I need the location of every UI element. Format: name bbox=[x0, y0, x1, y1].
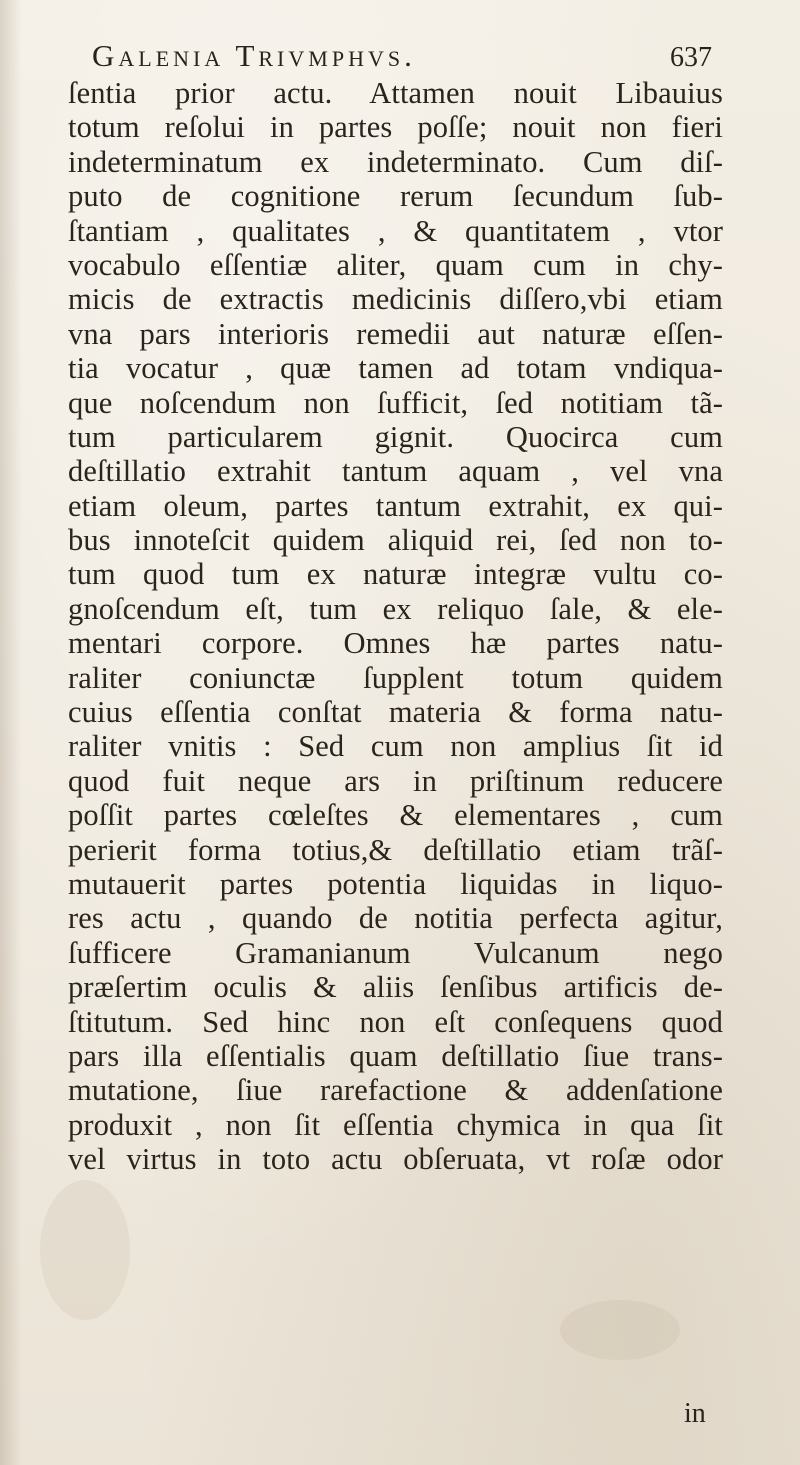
paper-stain bbox=[40, 1180, 130, 1320]
text-line: gnoſcendum eſt, tum ex reliquo ſale, & ele- bbox=[68, 591, 723, 626]
text-line: quod fuit neque ars in priſtinum reducere bbox=[68, 763, 723, 798]
text-line: deſtillatio extrahit tantum aquam , vel vna bbox=[68, 454, 723, 489]
text-line: poſſit partes cœleſtes & elementares , cum bbox=[68, 798, 723, 833]
text-line: cuius eſſentia conſtat materia & forma natu- bbox=[68, 695, 723, 730]
paper-stain bbox=[560, 1300, 680, 1360]
text-line: produxit , non ſit eſſentia chymica in qua ſit bbox=[68, 1107, 723, 1142]
catchword: in bbox=[684, 1398, 706, 1429]
text-line: ſentia prior actu. Attamen nouit Libauius bbox=[68, 76, 723, 110]
text-line: que noſcendum non ſufficit, ſed notitiam tã- bbox=[68, 385, 723, 420]
text-line: raliter coniunctæ ſupplent totum quidem bbox=[68, 660, 723, 695]
page-number: 637 bbox=[670, 42, 712, 73]
text-line: tia vocatur , quæ tamen ad totam vndiqua- bbox=[68, 351, 723, 386]
text-line: vocabulo eſſentiæ aliter, quam cum in chy- bbox=[68, 247, 723, 282]
text-line: indeterminatum ex indeterminato. Cum diſ- bbox=[68, 144, 723, 179]
body-text bbox=[68, 76, 723, 1177]
text-line: etiam oleum, partes tantum extrahit, ex qui- bbox=[68, 488, 723, 523]
text-line: vna pars interioris remedii aut naturæ eſſen- bbox=[68, 316, 723, 351]
text-line: tum particularem gignit. Quocirca cum bbox=[68, 419, 723, 454]
text-line: raliter vnitis : Sed cum non amplius ſit id bbox=[68, 729, 723, 764]
text-line: bus innoteſcit quidem aliquid rei, ſed non to- bbox=[68, 523, 723, 558]
gutter-shadow bbox=[0, 0, 22, 1465]
text-line: pars illa eſſentialis quam deſtillatio ſiue trans- bbox=[68, 1038, 723, 1073]
text-line: puto de cognitione rerum ſecundum ſub- bbox=[68, 179, 723, 214]
running-title: Galenia Trivmphvs. bbox=[92, 38, 416, 73]
text-line: mutatione, ſiue rarefactione & addenſatione bbox=[68, 1073, 723, 1108]
text-line: mentari corpore. Omnes hæ partes natu- bbox=[68, 626, 723, 661]
text-line: mutauerit partes potentia liquidas in liquo- bbox=[68, 866, 723, 901]
text-line: ſtitutum. Sed hinc non eſt conſequens quod bbox=[68, 1004, 723, 1039]
text-line: præſertim oculis & aliis ſenſibus artificis de- bbox=[68, 970, 723, 1005]
text-line: ſtantiam , qualitates , & quantitatem , vtor bbox=[68, 213, 723, 248]
text-line: vel virtus in toto actu obſeruata, vt roſæ odor bbox=[68, 1142, 723, 1177]
text-line: res actu , quando de notitia perfecta agitur, bbox=[68, 901, 723, 936]
text-line: tum quod tum ex naturæ integræ vultu co- bbox=[68, 557, 723, 592]
text-line: perierit forma totius,& deſtillatio etiam trãſ- bbox=[68, 832, 723, 867]
text-line: totum reſolui in partes poſſe; nouit non fieri bbox=[68, 110, 723, 145]
text-line: ſufficere Gramanianum Vulcanum nego bbox=[68, 935, 723, 970]
text-line: micis de extractis medicinis diſſero,vbi etiam bbox=[68, 282, 723, 317]
